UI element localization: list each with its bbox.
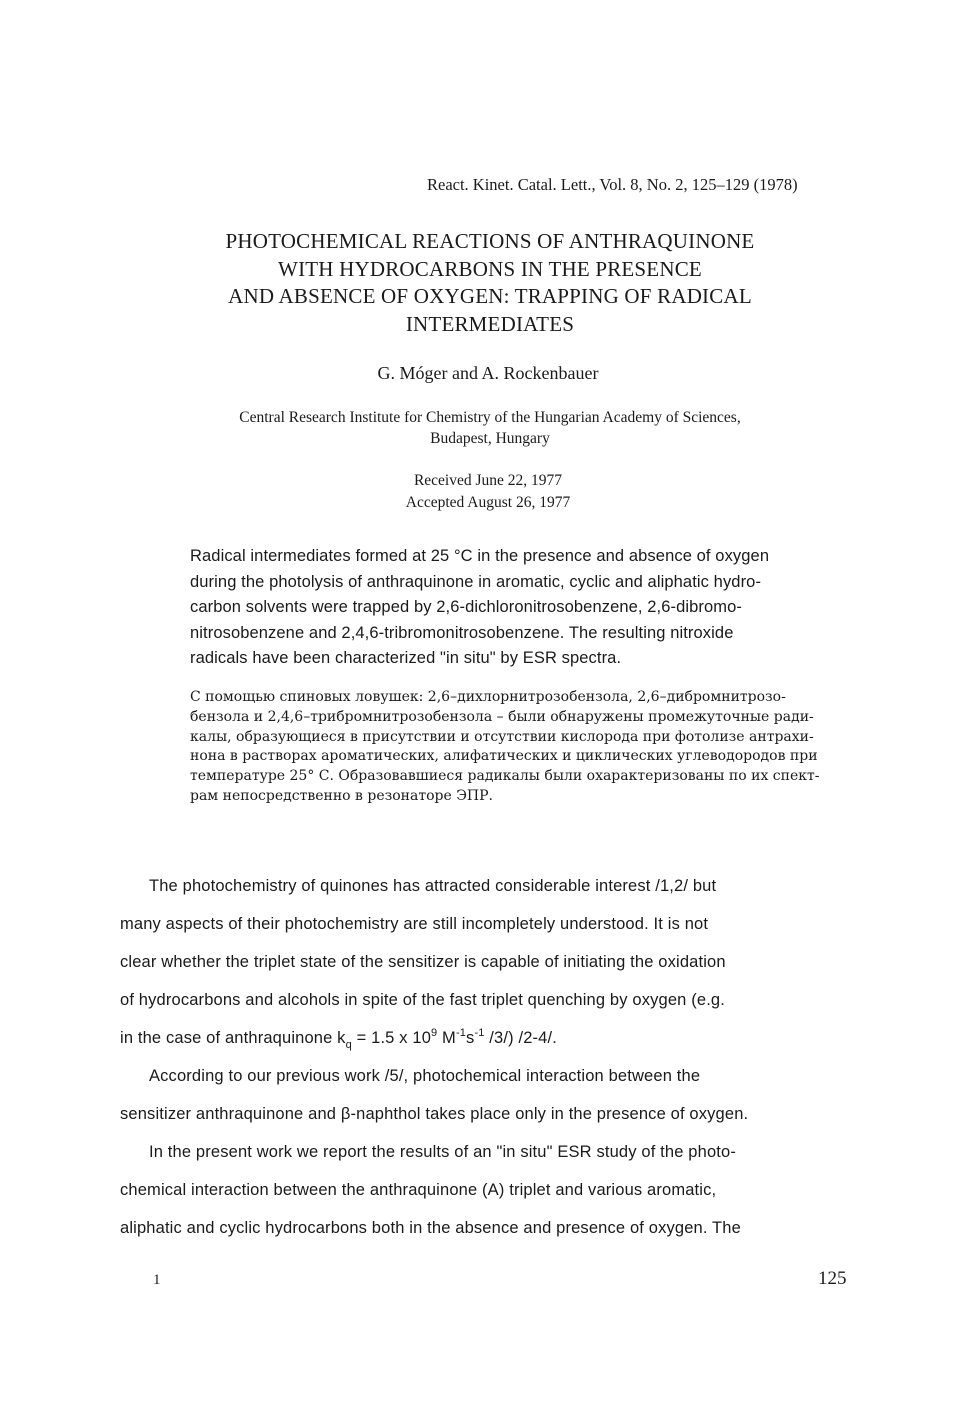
body-line: aliphatic and cyclic hydrocarbons both in the absence and presence of oxygen. The — [120, 1219, 741, 1237]
abstract-line: nitrosobenzene and 2,4,6-tribromonitrosobenzene. The resulting nitroxide — [190, 623, 734, 642]
journal-reference: React. Kinet. Catal. Lett., Vol. 8, No. 2, 125–129 (1978) — [427, 175, 798, 194]
body-line: of hydrocarbons and alcohols in spite of the fast triplet quenching by oxygen (e.g. — [120, 991, 725, 1009]
abstract-ru-line: температуре 25° С. Образовавшиеся радикалы были охарактеризованы по их спект- — [190, 768, 820, 785]
page-number: 125 — [818, 1268, 847, 1289]
formula-unit-m: M — [437, 1029, 456, 1047]
title-line: AND ABSENCE OF OXYGEN: TRAPPING OF RADICAL — [228, 284, 752, 308]
title-line: INTERMEDIATES — [405, 311, 575, 336]
body-text — [120, 872, 860, 1252]
submission-dates — [0, 470, 976, 513]
formula-exponent: 9 — [431, 1027, 438, 1039]
title-line: PHOTOCHEMICAL REACTIONS OF ANTHRAQUINONE — [225, 229, 755, 253]
formula-suffix: /3/) /2-4/. — [484, 1029, 557, 1047]
abstract-ru-line: С помощью спиновых ловушек: 2,6–дихлорнитрозобензола, 2,6–дибромнитрозо- — [190, 689, 786, 705]
abstract-line: Radical intermediates formed at 25 °C in the presence and absence of oxygen — [190, 547, 770, 565]
formula-unit-s-exponent: -1 — [474, 1027, 485, 1039]
formula-k-subscript: q — [345, 1039, 352, 1051]
body-line: sensitizer anthraquinone and β-naphthol takes place only in the presence of oxygen. — [120, 1105, 749, 1123]
body-line: The photochemistry of quinones has attracted considerable interest /1,2/ but — [149, 877, 717, 895]
abstract-russian — [190, 688, 870, 807]
abstract-ru-line: бензола и 2,4,6–трибромнитрозобензола – были обнаружены промежуточные ради- — [190, 708, 814, 725]
body-line: many aspects of their photochemistry are still incompletely understood. It is not — [120, 915, 709, 933]
body-line: According to our previous work /5/, photochemical interaction between the — [149, 1067, 701, 1085]
footer-mark: 1 — [153, 1272, 161, 1288]
abstract-ru-line: рам непосредственно в резонаторе ЭПР. — [190, 787, 494, 804]
body-line: clear whether the triplet state of the sensitizer is capable of initiating the oxidation — [120, 953, 726, 971]
affiliation-line: Budapest, Hungary — [430, 430, 550, 447]
affiliation — [120, 407, 860, 449]
abstract-ru-line: калы, образующиеся в присутствии и отсутствии кислорода при фотолизе антрахи- — [190, 728, 814, 745]
abstract-english — [190, 544, 880, 672]
accepted-date: Accepted August 26, 1977 — [405, 493, 571, 511]
paper-title — [120, 228, 860, 338]
title-line: WITH HYDROCARBONS IN THE PRESENCE — [278, 256, 702, 281]
abstract-ru-line: нона в растворах ароматических, алифатических и циклических углеводородов при — [190, 748, 818, 765]
formula-unit-s: s — [466, 1029, 475, 1047]
received-date: Received June 22, 1977 — [413, 472, 563, 489]
affiliation-line: Central Research Institute for Chemistry of the Hungarian Academy of Sciences, — [239, 409, 741, 426]
body-line: In the present work we report the results of an "in situ" ESR study of the photo- — [149, 1143, 736, 1161]
body-line: chemical interaction between the anthraquinone (A) triplet and various aromatic, — [120, 1181, 717, 1199]
formula-prefix: in the case of anthraquinone k — [120, 1029, 346, 1047]
formula-unit-m-exponent: -1 — [455, 1027, 467, 1039]
abstract-line: radicals have been characterized "in situ" by ESR spectra. — [190, 649, 622, 667]
formula-line — [120, 1024, 860, 1062]
authors: G. Móger and A. Rockenbauer — [377, 363, 599, 383]
abstract-line: carbon solvents were trapped by 2,6-dichloronitrosobenzene, 2,6-dibromo- — [190, 598, 743, 616]
abstract-line: during the photolysis of anthraquinone in aromatic, cyclic and aliphatic hydro- — [190, 572, 762, 591]
formula-value: = 1.5 x 10 — [351, 1029, 432, 1047]
